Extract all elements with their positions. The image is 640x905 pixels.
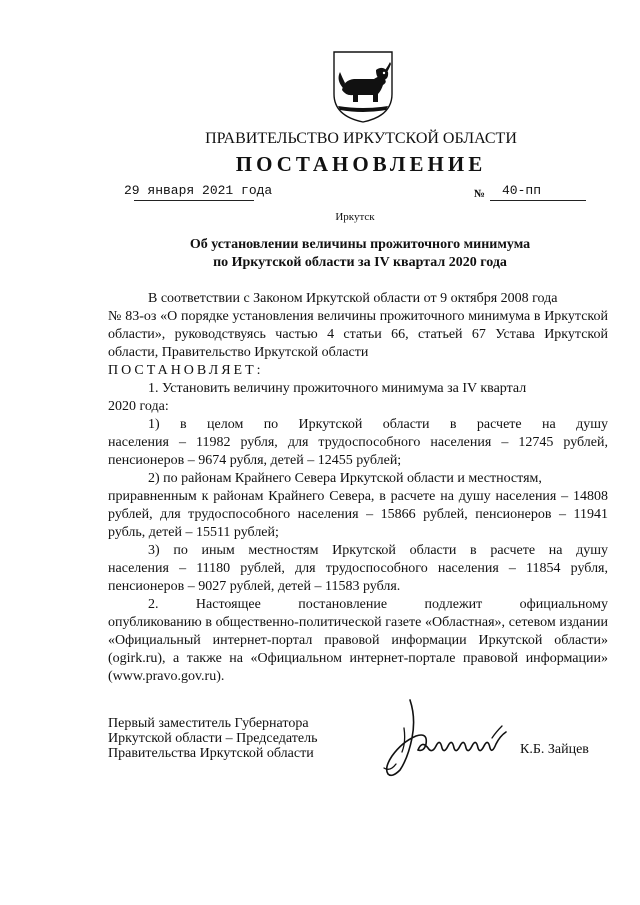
document-type-heading: ПОСТАНОВЛЕНИЕ [235,152,487,176]
number-underline [490,200,586,201]
position-line-1: Первый заместитель Губернатора [108,716,309,731]
position-line-3: Правительства Иркутской области [108,746,314,761]
date-underline [134,200,254,201]
city-name: Иркутск [335,211,375,223]
document-number: 40-пп [502,183,542,198]
preamble-rest: № 83-оз «О порядке установления величины прожиточного минимума в Иркутской области», руководствуясь частью 4 статьи 66, статьей 67 Устава Иркутской области, Правительство Иркутской области [108,309,608,360]
document-body [108,290,608,686]
subitem-2-line-1: 2) по районам Крайнего Севера Иркутской области и местностям, [148,471,542,486]
item-1-line-1: 1. Установить величину прожиточного минимума за IV квартал [148,381,527,396]
item-2-line-1: 2. Настоящее постановление подлежит официальному [148,597,608,612]
decree-word: ПОСТАНОВЛЯЕТ: [108,363,264,378]
preamble-line-1: В соответствии с Законом Иркутской области от 9 октября 2008 года [148,291,558,306]
subitem-1-line-1: 1) в целом по Иркутской области в расчете на душу [148,417,608,432]
subitem-3-rest: населения – 11180 рублей, для трудоспособного населения – 11854 рубля, пенсионеров – 9027 рублей, детей – 11583 рубля. [108,561,608,594]
document-date: 29 января 2021 года [124,183,273,198]
subitem-3-line-1: 3) по иным местностям Иркутской области в расчете на душу [148,543,608,558]
subject-line-2: по Иркутской области за IV квартал 2020 года [213,255,507,270]
subject-line-1: Об установлении величины прожиточного минимума [189,237,531,252]
signatory-name: К.Б. Зайцев [520,742,589,757]
coat-of-arms-emblem [328,50,398,124]
subitem-2-rest: приравненным к районам Крайнего Севера, в расчете на душу населения – 14808 рублей, для трудоспособного населения – 15866 рублей, пенсионеров – 11941 рубль, детей – 15511 рублей; [108,489,608,540]
document-subject [130,236,590,272]
subitem-1-rest: населения – 11982 рубля, для трудоспособного населения – 12745 рублей, пенсионеров – 9674 рубля, детей – 12455 рублей; [108,435,608,468]
item-2-rest: опубликованию в общественно-политической газете «Областная», сетевом издании «Официальный интернет-портал правовой информации Иркутской области» (ogirk.ru), а также на «Официальном интернет-портале правовой информации» (www.pravo.gov.ru). [108,615,608,684]
position-line-2: Иркутской области – Председатель [108,731,318,746]
government-title: ПРАВИТЕЛЬСТВО ИРКУТСКОЙ ОБЛАСТИ [205,130,517,147]
signatory-position [108,716,317,761]
number-label: № [474,188,486,200]
item-1-rest: 2020 года: [108,399,169,414]
handwritten-signature [376,698,510,782]
